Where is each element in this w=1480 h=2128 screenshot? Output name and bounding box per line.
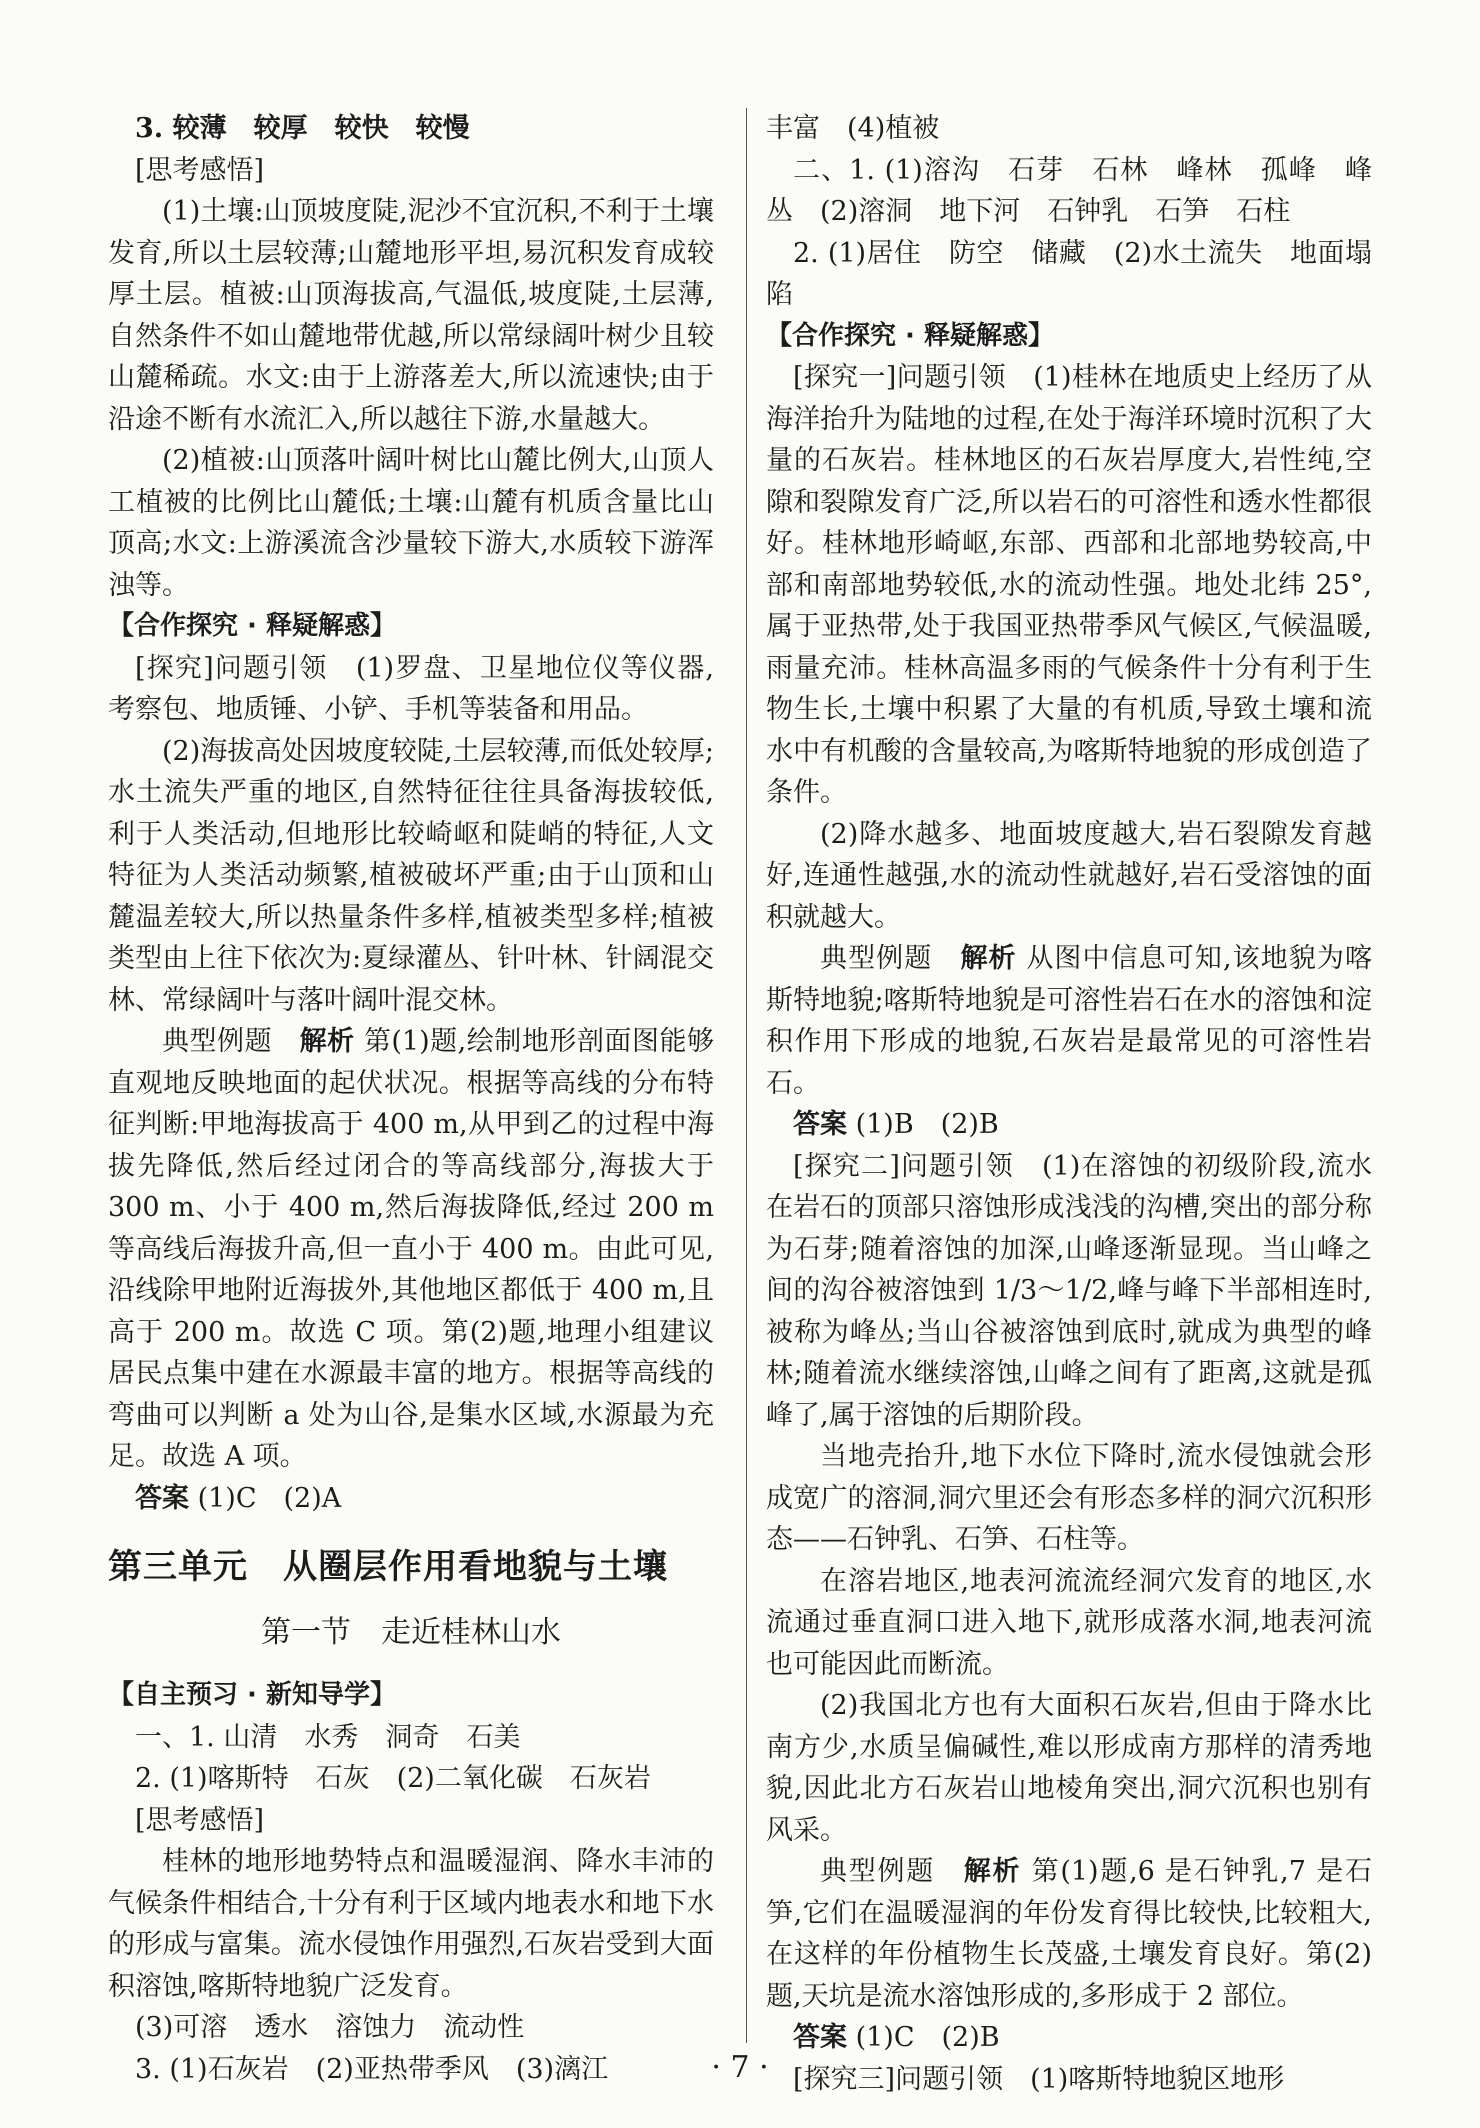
section-heading: 【合作探究 · 释疑解惑】: [766, 320, 1054, 351]
paragraph: 在溶岩地区,地表河流流经洞穴发育的地区,水流通过垂直洞口进入地下,就形成落水洞,地表河流也可能因此而断流。: [766, 1565, 1372, 1680]
analysis-label: 解析: [960, 943, 1017, 974]
answer-label: 答案: [793, 1109, 847, 1140]
answer-line: 3. (1)石灰岩 (2)亚热带季风 (3)漓江: [135, 2053, 609, 2085]
answer-line: [766, 1104, 1372, 1146]
answer-text: (1)C (2)B: [847, 2022, 1000, 2053]
unit-title: 第三单元 从圈层作用看地貌与土壤: [108, 1547, 668, 1587]
paragraph: 当地壳抬升,地下水位下降时,流水侵蚀就会形成宽广的溶洞,洞穴里还会有形态多样的洞穴沉积形态——石钟乳、石笋、石柱等。: [766, 1441, 1372, 1555]
example-label: 典型例题: [820, 943, 961, 974]
paragraph: (2)海拔高处因坡度较陡,土层较薄,而低处较厚;水土流失严重的地区,自然特征往往具备海拔较低,利于人类活动,但地形比较崎岖和陡峭的特征,人文特征为人类活动频繁,植被破坏严重;由于山顶和山麓温差较大,所以热量条件多样,植被类型多样;植被类型由上往下依次为:夏绿灌丛、针叶林、针阔混交林、常绿阔叶与落叶阔叶混交林。: [108, 735, 714, 1016]
page-number: · 7 ·: [711, 2050, 769, 2085]
analysis-text: 第(1)题,绘制地形剖面图能够直观地反映地面的起伏状况。根据等高线的分布特征判断:甲地海拔高于 400 m,从甲到乙的过程中海拔先降低,然后经过闭合的等高线部分,海拔大于 300 m、小于 400 m,然后海拔降低,经过 200 m 等高线后海拔升高,但一直小于 400 m。由此可见,沿线除甲地附近海拔外,其他地区都低于 400 m,且高于 200 m。故选 C 项。第(2)题,地理小组建议居民点集中建在水源最丰富的地方。根据等高线的弯曲可以判断 a 处为山谷,是集水区域,水源最为充足。故选 A 项。: [108, 1026, 715, 1472]
section-title: 第一节 走近桂林山水: [261, 1615, 561, 1650]
answer-line: 2. (1)居住 防空 储藏 (2)水土流失 地面塌陷: [766, 237, 1372, 310]
example-paragraph: [108, 1021, 714, 1478]
paragraph: [探究二]问题引领 (1)在溶蚀的初级阶段,流水在岩石的顶部只溶蚀形成浅浅的沟槽,突出的部分称为石芽;随着溶蚀的加深,山峰逐渐显现。当山峰之间的沟谷被溶蚀到 1/3～1/2,峰与峰下半部相连时,被称为峰丛;当山谷被溶蚀到底时,就成为典型的峰林;随着流水继续溶蚀,山峰之间有了距离,这就是孤峰了,属于溶蚀的后期阶段。: [766, 1150, 1372, 1431]
paragraph: (2)降水越多、地面坡度越大,岩石裂隙发育越好,连通性越强,水的流动性就越好,岩石受溶蚀的面积就越大。: [766, 818, 1372, 933]
paragraph: [探究]问题引领 (1)罗盘、卫星地位仪等仪器,考察包、地质锤、小铲、手机等装备和用品。: [108, 652, 714, 725]
section-heading: 【合作探究 · 释疑解惑】: [108, 611, 396, 641]
right-column: [766, 108, 1372, 2100]
paragraph: (1)土壤:山顶坡度陡,泥沙不宜沉积,不利于土壤发育,所以土层较薄;山麓地形平坦,易沉积发育成较厚土层。植被:山顶海拔高,气温低,坡度陡,土层薄,自然条件不如山麓地带优越,所以常绿阔叶树少且较山麓稀疏。水文:由于上游落差大,所以流速快;由于沿途不断有水流汇入,所以越往下游,水量越大。: [108, 196, 714, 435]
answer-line: 丰富 (4)植被: [766, 113, 940, 144]
paragraph: [探究三]问题引领 (1)喀斯特地貌区地形: [793, 2063, 1285, 2095]
paragraph: (2)我国北方也有大面积石灰岩,但由于降水比南方少,水质呈偏碱性,难以形成南方那样的清秀地貌,因此北方石灰岩山地棱角突出,洞穴沉积也别有风采。: [766, 1690, 1372, 1846]
answer-label: 答案: [793, 2022, 847, 2053]
example-paragraph: [766, 1851, 1372, 2017]
section-heading: 【自主预习 · 新知导学】: [108, 1680, 396, 1710]
answer-text: (1)C (2)A: [189, 1482, 342, 1514]
analysis-label: 解析: [963, 1856, 1022, 1887]
answer-line: 一、1. 山清 水秀 洞奇 石美: [135, 1721, 521, 1753]
answer-label: 答案: [135, 1482, 189, 1514]
paragraph: (2)植被:山顶落叶阔叶树比山麓比例大,山顶人工植被的比例比山麓低;土壤:山麓有机质含量比山顶高;水文:上游溪流含沙量较下游大,水质较下游浑浊等。: [108, 445, 714, 601]
answer-line: [108, 1478, 714, 1520]
answer-text: (1)B (2)B: [847, 1109, 999, 1140]
answer-line: 3. 较薄 较厚 较快 较慢: [135, 113, 470, 144]
analysis-text: 从图中信息可知,该地貌为喀斯特地貌;喀斯特地貌是可溶性岩石在水的溶蚀和淀积作用下形成的地貌,石灰岩是最常见的可溶性岩石。: [766, 943, 1373, 1099]
paragraph: [探究一]问题引领 (1)桂林在地质史上经历了从海洋抬升为陆地的过程,在处于海洋环境时沉积了大量的石灰岩。桂林地区的石灰岩厚度大,岩性纯,空隙和裂隙发育广泛,所以岩石的可溶性和透水性都很好。桂林地形崎岖,东部、西部和北部地势较高,中部和南部地势较低,水的流动性强。地处北纬 25°,属于亚热带,处于我国亚热带季风气候区,气候温暖,雨量充沛。桂林高温多雨的气候条件十分有利于生物生长,土壤中积累了大量的有机质,导致土壤和流水中有机酸的含量较高,为喀斯特地貌的形成创造了条件。: [766, 362, 1372, 808]
example-label: 典型例题: [820, 1856, 964, 1887]
column-divider: [746, 108, 747, 2043]
answer-line: (3)可溶 透水 溶蚀力 流动性: [135, 2012, 525, 2043]
subheading: [思考感悟]: [135, 1804, 265, 1836]
left-column: [108, 108, 714, 2090]
analysis-label: 解析: [299, 1026, 355, 1057]
answer-line: 2. (1)喀斯特 石灰 (2)二氧化碳 石灰岩: [135, 1763, 651, 1794]
answer-line: 二、1. (1)溶沟 石芽 石林 峰林 孤峰 峰丛 (2)溶洞 地下河 石钟乳 石笋 石柱: [766, 154, 1372, 227]
example-paragraph: [766, 938, 1372, 1104]
analysis-text: 第(1)题,6 是石钟乳,7 是石笋,它们在温暖湿润的年份发育得比较快,比较粗大,在这样的年份植物生长茂盛,土壤发育良好。第(2)题,天坑是流水溶蚀形成的,多形成于 2 部位。: [766, 1856, 1373, 2012]
paragraph: 桂林的地形地势特点和温暖湿润、降水丰沛的气候条件相结合,十分有利于区域内地表水和地下水的形成与富集。流水侵蚀作用强烈,石灰岩受到大面积溶蚀,喀斯特地貌广泛发育。: [108, 1846, 714, 2002]
subheading: [思考感悟]: [135, 154, 265, 186]
example-label: 典型例题: [162, 1026, 300, 1057]
